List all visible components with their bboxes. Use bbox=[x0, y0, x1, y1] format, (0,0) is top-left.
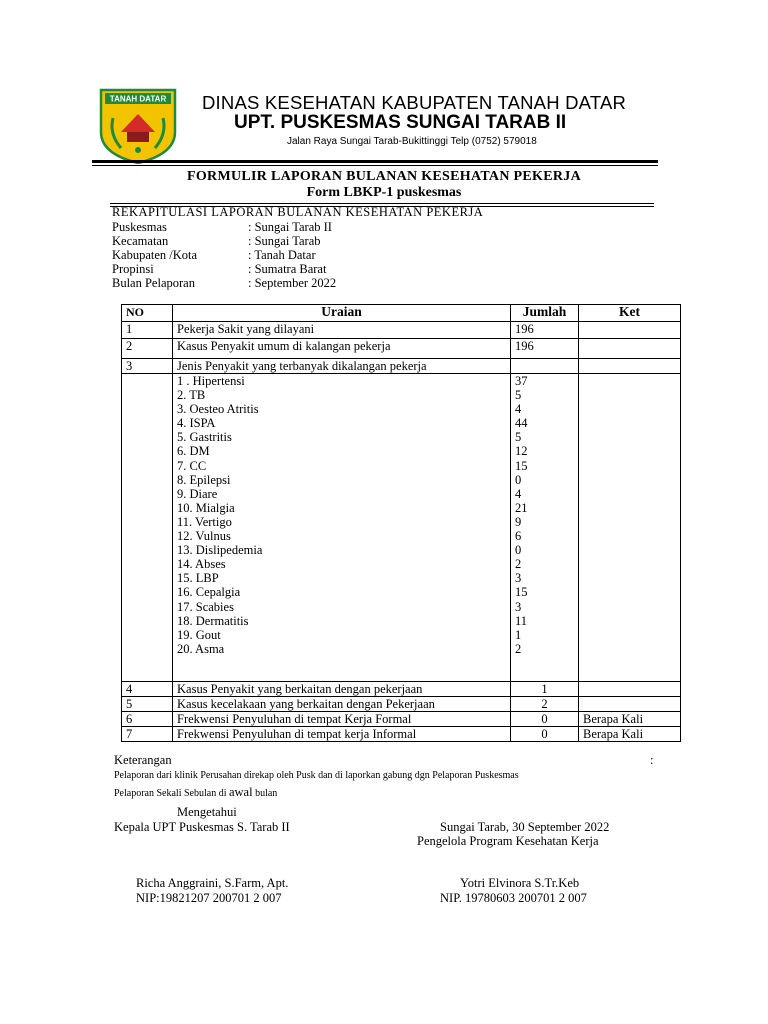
col-ket-header: Ket bbox=[579, 305, 681, 322]
title-rule-1 bbox=[110, 203, 654, 204]
info-row: Propinsi : Sumatra Barat bbox=[112, 262, 327, 276]
disease-names: 1 . Hipertensi 2. TB 3. Oesteo Atritis 4. ISPA 5. Gastritis 6. DM 7. CC 8. Epilepsi 9. Diare 10. Mialgia 11. Vertigo 12. Vulnus 13. Dislipedemia 14. Abses 15. LBP 16. Cepalgia 17. Scabies 18. Dermatitis 19. Gout 20. Asma bbox=[173, 374, 511, 682]
table-row: 2 Kasus Penyakit umum di kalangan pekerja 196 bbox=[122, 339, 681, 359]
right-signer-title: Pengelola Program Kesehatan Kerja bbox=[417, 834, 599, 848]
table-row: 6 Frekwensi Penyuluhan di tempat Kerja Formal 0 Berapa Kali bbox=[122, 712, 681, 727]
col-no-header: NO bbox=[122, 305, 173, 322]
right-signer-name: Yotri Elvinora S.Tr.Keb bbox=[460, 876, 580, 890]
right-signer-nip: NIP. 19780603 200701 2 007 bbox=[440, 891, 587, 905]
info-row: Puskesmas : Sungai Tarab II bbox=[112, 220, 332, 234]
disease-counts: 37 5 4 44 5 12 15 0 4 21 9 6 0 2 3 15 3 11 1 2 bbox=[511, 374, 579, 682]
info-row: Kecamatan : Sungai Tarab bbox=[112, 234, 321, 248]
note-line-1: Pelaporan dari klinik Perusahan direkap oleh Pusk dan di laporkan gabung dgn Pelaporan Puskesmas bbox=[114, 770, 519, 781]
notes-colon: : bbox=[650, 753, 654, 767]
table-row: 4 Kasus Penyakit yang berkaitan dengan pekerjaan 1 bbox=[122, 682, 681, 697]
address-line: Jalan Raya Sungai Tarab-Bukittinggi Telp (0752) 579018 bbox=[287, 136, 537, 147]
table-row: 1 Pekerja Sakit yang dilayani 196 bbox=[122, 322, 681, 339]
table-row: 3 Jenis Penyakit yang terbanyak dikalangan pekerja bbox=[122, 359, 681, 374]
note-line-2: Pelaporan Sekali Sebulan di awal bulan bbox=[114, 785, 278, 799]
district-logo bbox=[99, 88, 177, 164]
agency-name: DINAS KESEHATAN KABUPATEN TANAH DATAR bbox=[202, 92, 627, 113]
form-subtitle: Form LBKP-1 puskesmas bbox=[306, 185, 462, 200]
left-signer-nip: NIP:19821207 200701 2 007 bbox=[136, 891, 282, 905]
info-row: Kabupaten /Kota : Tanah Datar bbox=[112, 248, 316, 262]
disease-list-row bbox=[122, 374, 681, 682]
place-date: Sungai Tarab, 30 September 2022 bbox=[440, 820, 610, 834]
header-rule-thick bbox=[92, 160, 658, 163]
left-signer-name: Richa Anggraini, S.Farm, Apt. bbox=[136, 876, 289, 890]
left-signer-title: Kepala UPT Puskesmas S. Tarab II bbox=[114, 820, 290, 834]
unit-name: UPT. PUSKESMAS SUNGAI TARAB II bbox=[234, 112, 567, 133]
recap-title: REKAPITULASI LAPORAN BULANAN KESEHATAN PEKERJA bbox=[112, 205, 484, 219]
logo-lettering: TANAH DATAR bbox=[109, 94, 167, 104]
acknowledge-label: Mengetahui bbox=[177, 805, 237, 819]
col-jumlah-header: Jumlah bbox=[511, 305, 579, 322]
table-header-row bbox=[122, 305, 681, 322]
col-uraian-header: Uraian bbox=[173, 305, 511, 322]
info-row: Bulan Pelaporan : September 2022 bbox=[112, 276, 337, 290]
form-title: FORMULIR LAPORAN BULANAN KESEHATAN PEKERJA bbox=[187, 169, 581, 184]
table-row: 5 Kasus kecelakaan yang berkaitan dengan Pekerjaan 2 bbox=[122, 697, 681, 712]
header-rule-thin bbox=[92, 165, 658, 166]
table-row: 7 Frekwensi Penyuluhan di tempat kerja Informal 0 Berapa Kali bbox=[122, 727, 681, 742]
notes-label: Keterangan bbox=[114, 753, 172, 767]
report-table bbox=[121, 304, 681, 742]
